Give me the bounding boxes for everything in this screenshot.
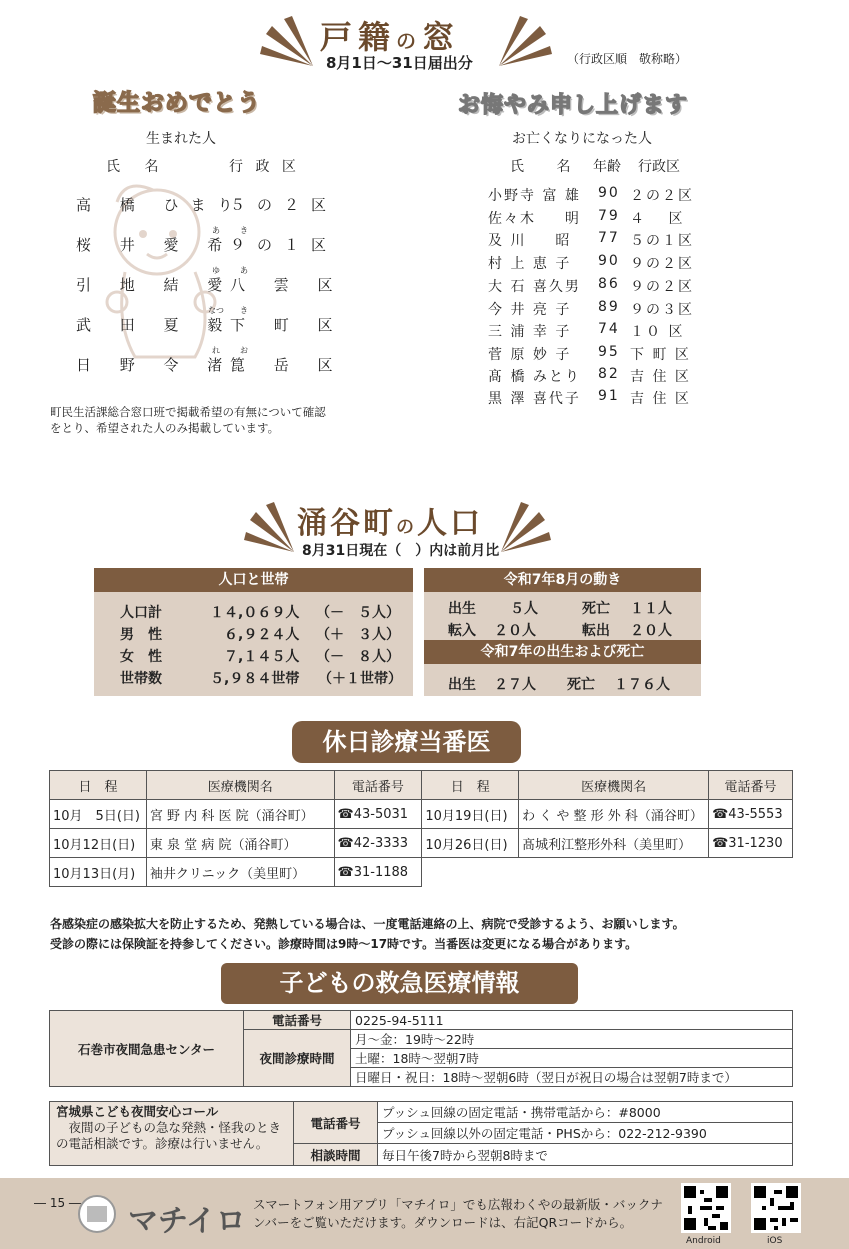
duty-date: 10月19日(日) [422,800,519,829]
col-header: 日 程 [50,771,147,800]
notice-line: 各感染症の感染拡大を防止するため、発熱している場合は、一度電話連絡の上、病院で受診するよう、お願いします。 [50,917,685,931]
population-subtitle: 8月31日現在（ ）内は前月比 [302,543,500,559]
death-age: 79 [598,208,620,224]
clinic-phone: ☎43-5031 [334,800,422,829]
hours-line: 月～金：19時～22時 [351,1030,793,1049]
duty-date: 10月26日(日) [422,829,519,858]
move-value: １１人 [630,601,672,617]
deaths-heading: お悔やみ申し上げます [458,93,689,118]
center-phone: 0225-94-5111 [351,1011,793,1030]
qr-ios[interactable] [751,1183,801,1233]
ruby-text: き [240,226,248,235]
population-left-head: 人口と世帯 [94,568,413,592]
pop-rays-left [242,500,298,558]
population-title: 涌谷町の人口 [297,506,483,541]
death-ward: ９の２区 [630,256,694,272]
clinic-phone: ☎42-3333 [334,829,422,858]
pop-row: 世帯数 [120,671,162,687]
death-age: 86 [598,276,620,292]
call-hours-label: 相談時間 [294,1144,378,1166]
death-row [488,185,718,205]
call-phone-line: プッシュ回線以外の固定電話・PHSから：022-212-9390 [378,1123,793,1144]
death-name: 髙 橋 みとり [488,369,581,385]
call-desc: 夜間の子どもの急な発熱・怪我のときの電話相談です。診療は行いません。 [56,1120,282,1151]
death-ward: 下 町 区 [630,347,691,363]
koseki-note: （行政区順 敬称略） [567,52,688,66]
death-age: 82 [598,366,620,382]
footer-text: スマートフォン用アプリ「マチイロ」でも広報わくやの最新版・バックナンバーをご覧いただけます。ダウンロードは、右記QRコードから。 [253,1197,663,1230]
col-header: 日 程 [422,771,519,800]
machiiro-logo-icon [72,1192,122,1236]
death-age: 74 [598,321,620,337]
holiday-banner: 休日診療当番医 [292,721,521,763]
hours-line: 土曜：18時～翌朝7時 [351,1049,793,1068]
move-label: 転出 [582,623,610,639]
death-name: 大 石 喜久男 [488,279,581,295]
ruby-text: き [240,306,248,315]
clinic-name: わ く や 整 形 外 科（涌谷町） [519,800,709,829]
ruby-text: あ [212,226,220,235]
clinic-name: 袖井クリニック（美里町） [146,858,334,887]
holiday-table [49,770,793,887]
ruby-text: ゆ [212,266,220,275]
birth-ward: ５の２区 [230,196,339,214]
death-name: 小野寺 富 雄 [488,188,581,204]
clinic-name: 宮 野 内 科 医 院（涌谷町） [146,800,334,829]
title-rays-right [494,14,554,72]
ruby-text: なつ [208,306,224,315]
page-number: ― 15 ― [34,1196,81,1210]
birth-name: 桜 井 愛 希 [76,236,235,254]
birth-ward: 八 雲 区 [230,276,345,294]
death-age: 90 [598,253,620,269]
app-name: マチイロ [128,1204,246,1239]
move-value: ５人 [510,601,538,617]
pop-row: 男 性 [120,627,162,643]
call-phone-line: プッシュ回線の固定電話・携帯電話から：#8000 [378,1102,793,1123]
holiday-notice [50,914,685,954]
pop-diff: （＋１世帯） [318,671,402,687]
qr-code-icon [684,1186,728,1230]
move-label: 死亡 [582,601,610,617]
death-age: 95 [598,344,620,360]
death-ward: ９の２区 [630,279,694,295]
birth-ward: ９の１区 [230,236,339,254]
clinic-name: 髙城利江整形外科（美里町） [519,829,709,858]
death-ward: １０ 区 [630,324,685,340]
move-row: 転入 [448,623,476,639]
year-label: 死亡 [567,677,595,693]
duty-date: 10月 5日(日) [50,800,147,829]
death-name: 今 井 亮 子 [488,302,572,318]
births-note: 町民生活課総合窓口班で掲載希望の有無について確認をとり、希望された人のみ掲載しています。 [50,405,326,435]
death-row [488,388,718,408]
koseki-period: 8月1日～31日届出分 [326,54,473,72]
death-ward: 吉 住 区 [630,391,691,407]
ruby-text: あ [240,266,248,275]
table-row [50,858,793,887]
col-header: 医療機関名 [146,771,334,800]
death-ward: ２の２区 [630,188,694,204]
death-ward: ４ 区 [630,211,685,227]
kids-banner: 子どもの救急医療情報 [221,963,578,1004]
deaths-col-name: 氏 名 [510,159,585,175]
pop-row: 人口計 [120,605,162,621]
death-ward: ９の３区 [630,302,694,318]
births-subheading: 生まれた人 [146,131,216,147]
birth-name: 引 地 結 愛 [76,276,235,294]
pop-diff: （＋ ３人） [316,627,400,643]
pop-diff: （－ ５人） [316,605,400,621]
death-name: 及 川 昭 [488,233,572,249]
births-col-name: 氏 名 [106,159,169,175]
death-row [488,276,718,296]
duty-date: 10月12日(日) [50,829,147,858]
col-header: 電話番号 [334,771,422,800]
clinic-name: 東 泉 堂 病 院（涌谷町） [146,829,334,858]
ruby-text: れ [212,346,220,355]
holiday-header-row [50,771,793,800]
death-row [488,230,718,250]
night-call-table [49,1101,793,1166]
clinic-phone: ☎31-1188 [334,858,422,887]
birth-name: 武 田 夏 毅 [76,316,235,334]
deaths-subheading: お亡くなりになった人 [512,131,652,147]
death-row [488,253,718,273]
birth-ward: 下 町 区 [230,316,345,334]
clinic-phone: ☎31-1230 [709,829,793,858]
duty-date: 10月13日(月) [50,858,147,887]
pop-rays-right [497,500,553,558]
col-header: 医療機関名 [519,771,709,800]
pop-value: ６,９２４人 [224,627,300,643]
death-name: 佐々木 明 [488,211,581,227]
pop-value: ７,１４５人 [224,649,300,665]
death-age: 90 [598,185,620,201]
death-age: 77 [598,230,620,246]
death-row [488,344,718,364]
ruby-text: お [240,346,248,355]
deaths-col-age: 年齢 [593,159,621,175]
pop-row: 女 性 [120,649,162,665]
move-value: ２０人 [494,623,536,639]
death-ward: 吉 住 区 [630,369,691,385]
deaths-col-ward: 行政区 [638,159,680,175]
table-row [50,800,793,829]
pop-value: １４,０６９人 [210,605,300,621]
death-age: 91 [598,388,620,404]
death-name: 村 上 恵 子 [488,256,572,272]
births-heading: 誕生おめでとう [93,90,261,116]
pop-value: ５,９８４世帯 [210,671,300,687]
death-row [488,366,718,386]
move-row: 出生 [448,601,476,617]
hours-line: 日曜日・祝日：18時～翌朝6時（翌日が祝日の場合は翌朝7時まで） [351,1068,793,1087]
qr-android[interactable] [681,1183,731,1233]
clinic-phone: ☎43-5553 [709,800,793,829]
qr-android-label: Android [686,1236,721,1246]
death-row [488,208,718,228]
birth-name: 高 橋 ひまり [76,196,245,214]
call-title: 宮城県こども夜間安心コール [56,1104,219,1119]
qr-ios-label: iOS [767,1236,783,1246]
phone-label: 電話番号 [244,1011,351,1030]
death-name: 黒 澤 喜代子 [488,391,581,407]
hours-label: 夜間診療時間 [244,1030,351,1087]
notice-line: 受診の際には保険証を持参してください。診療時間は9時～17時です。当番医は変更になる場合があります。 [50,937,638,951]
year-row: 出生 [448,677,476,693]
center-name: 石巻市夜間急患センター [50,1011,244,1087]
year-value: ２７人 [494,677,536,693]
population-right-head2: 令和7年の出生および死亡 [424,640,701,664]
title-rays-left [258,14,318,72]
birth-ward: 箟 岳 区 [230,356,345,374]
col-header: 電話番号 [709,771,793,800]
death-name: 三 浦 幸 子 [488,324,572,340]
night-center-table [49,1010,793,1087]
call-info [50,1102,294,1166]
death-row [488,299,718,319]
death-ward: ５の１区 [630,233,694,249]
year-value: １７６人 [614,677,670,693]
move-value: ２０人 [630,623,672,639]
birth-name: 日 野 令 渚 [76,356,235,374]
koseki-title: 戸籍の窓 [320,18,461,56]
call-phone-label: 電話番号 [294,1102,378,1144]
qr-code-icon [754,1186,798,1230]
death-row [488,321,718,341]
births-col-ward: 行 政 区 [229,159,300,175]
death-age: 89 [598,299,620,315]
death-name: 菅 原 妙 子 [488,347,572,363]
pop-diff: （－ ８人） [316,649,400,665]
population-right-head1: 令和7年8月の動き [424,568,701,592]
call-hours: 毎日午後7時から翌朝8時まで [378,1144,793,1166]
table-row [50,829,793,858]
